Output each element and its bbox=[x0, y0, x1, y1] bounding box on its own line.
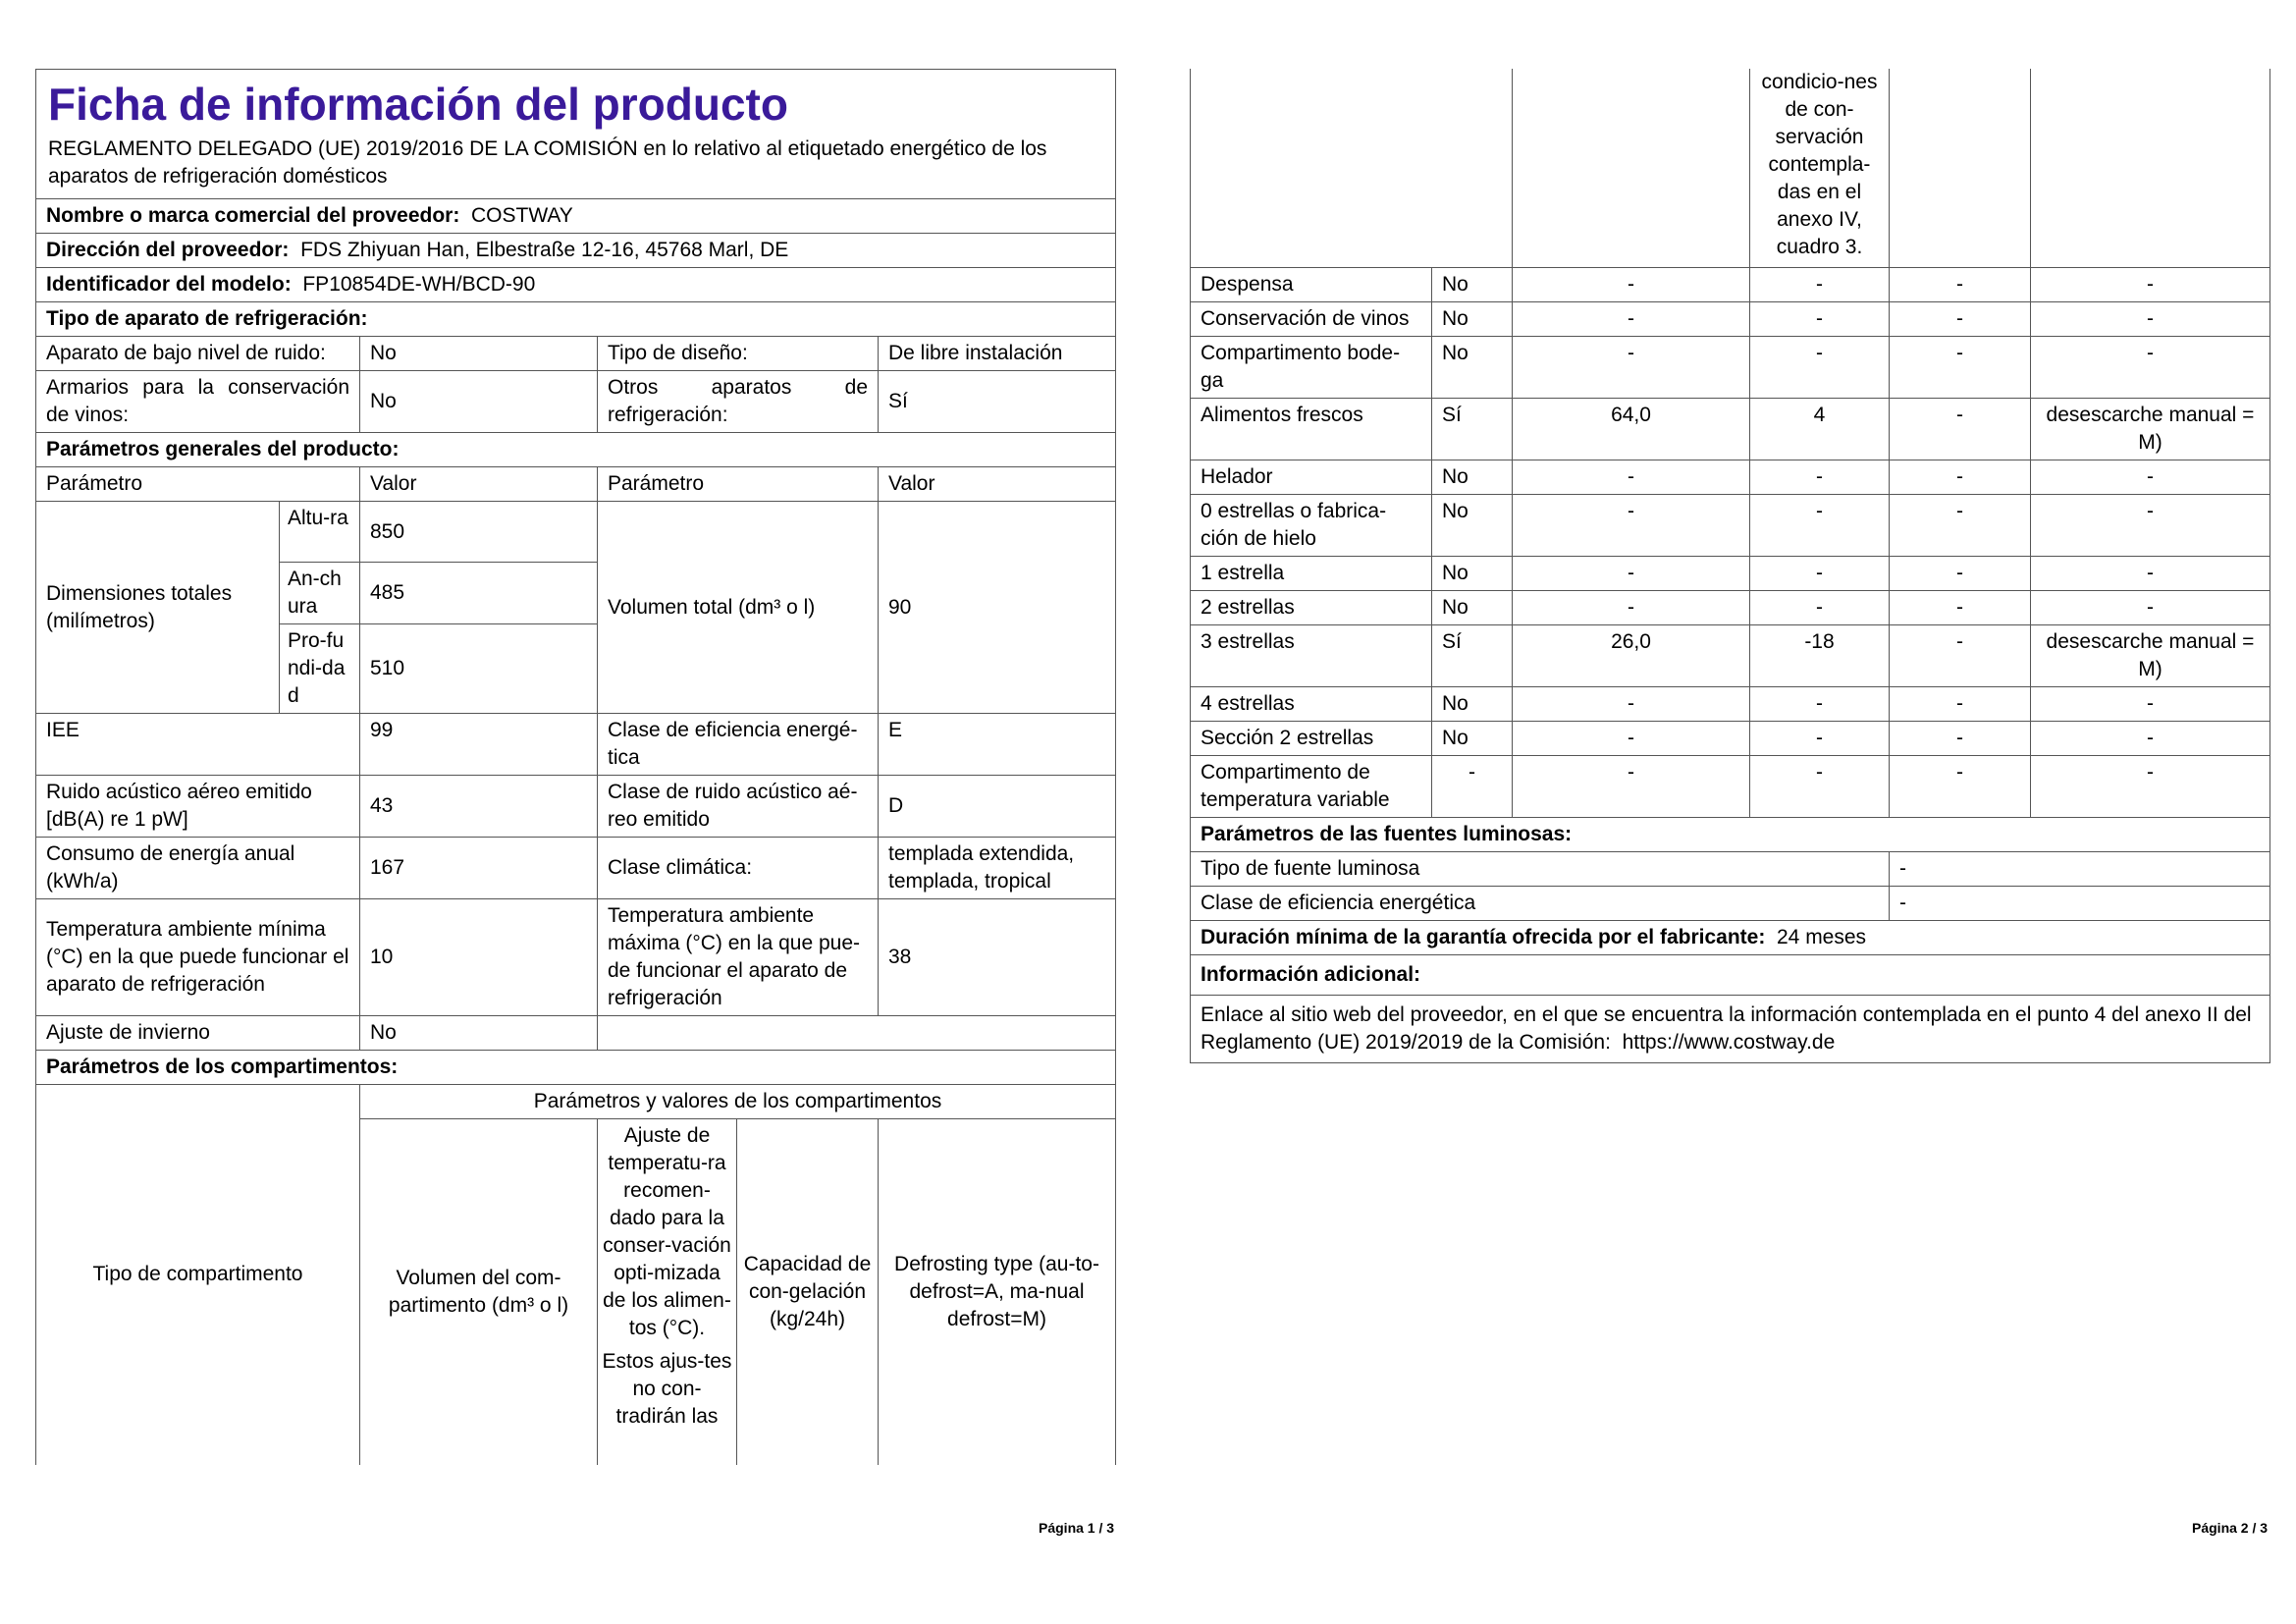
comp-name: 4 estrellas bbox=[1191, 686, 1432, 721]
comp-present: No bbox=[1432, 686, 1513, 721]
comp-name: Helador bbox=[1191, 460, 1432, 494]
comp-freeze: - bbox=[1890, 686, 2031, 721]
min-temp-value: 10 bbox=[360, 899, 598, 1016]
comp-volume-header: Volumen del com-partimento (dm³ o l) bbox=[360, 1119, 598, 1465]
comp-temp-header-part-2: Estos ajus-tes no con-tradirán las bbox=[602, 1350, 732, 1428]
comp-present: No bbox=[1432, 336, 1513, 398]
wine-label: Armarios para la conservación de vinos: bbox=[36, 371, 360, 433]
comp-name: Despensa bbox=[1191, 267, 1432, 301]
address-value: FDS Zhiyuan Han, Elbestraße 12-16, 45768 Marl, DE bbox=[300, 239, 789, 261]
volume-label: Volumen total (dm³ o l) bbox=[598, 502, 879, 714]
page-2 bbox=[1190, 69, 2269, 1063]
comp-present: No bbox=[1432, 721, 1513, 755]
design-label: Tipo de diseño: bbox=[598, 337, 879, 371]
width-label: An-chura bbox=[280, 563, 360, 624]
comp-defrost: - bbox=[2031, 686, 2270, 721]
comp-freeze: - bbox=[1890, 460, 2031, 494]
compartment-row bbox=[1191, 494, 2270, 556]
regulation-bold: REGLAMENTO DELEGADO (UE) 2019/2016 DE LA COMISIÓN bbox=[48, 137, 638, 160]
regulation-rest: en lo relativo al etiquetado energético de los aparatos de refrigeración domésticos bbox=[48, 137, 1047, 188]
comp-name: 0 estrellas o fabrica-ción de hielo bbox=[1191, 494, 1432, 556]
comp-present: Sí bbox=[1432, 398, 1513, 460]
param-header: Parámetro bbox=[36, 467, 360, 502]
comp-present: No bbox=[1432, 556, 1513, 590]
type-heading: Tipo de aparato de refrigeración: bbox=[36, 302, 1116, 337]
compartment-rows bbox=[1191, 267, 2270, 817]
noise-class-label: Clase de ruido acústico aé-reo emitido bbox=[598, 776, 879, 838]
comp-present: No bbox=[1432, 301, 1513, 336]
regulation-text bbox=[46, 134, 1105, 194]
comp-volume: - bbox=[1513, 556, 1750, 590]
eei-label: IEE bbox=[36, 714, 360, 776]
additional-text: Enlace al sitio web del proveedor, en el que se encuentra la información contemplada en el punto 4 del anexo II del Reglamento (UE) 2019/2019 de la Comisión: bbox=[1201, 1002, 2252, 1054]
comp-temp: -18 bbox=[1750, 624, 1890, 686]
noise-value: 43 bbox=[360, 776, 598, 838]
winter-label: Ajuste de invierno bbox=[36, 1016, 360, 1051]
depth-value: 510 bbox=[360, 624, 598, 714]
comp-temp: - bbox=[1750, 336, 1890, 398]
eei-value: 99 bbox=[360, 714, 598, 776]
comp-name: 3 estrellas bbox=[1191, 624, 1432, 686]
compartments-table bbox=[1190, 69, 2270, 1063]
compartments-heading: Parámetros de los compartimentos: bbox=[36, 1051, 1116, 1085]
page-number-2: Página 2 / 3 bbox=[2192, 1520, 2269, 1536]
comp-temp: - bbox=[1750, 721, 1890, 755]
comp-name: 1 estrella bbox=[1191, 556, 1432, 590]
additional-heading: Información adicional: bbox=[1191, 954, 2270, 995]
comp-volume: - bbox=[1513, 301, 1750, 336]
comp-temp: - bbox=[1750, 755, 1890, 817]
comp-temp: - bbox=[1750, 556, 1890, 590]
page-number-1: Página 1 / 3 bbox=[1039, 1520, 1115, 1536]
climate-label: Clase climática: bbox=[598, 838, 879, 899]
light-heading: Parámetros de las fuentes luminosas: bbox=[1191, 817, 2270, 851]
design-value: De libre instalación bbox=[879, 337, 1116, 371]
comp-name: 2 estrellas bbox=[1191, 590, 1432, 624]
height-value: 850 bbox=[360, 502, 598, 563]
compartment-row bbox=[1191, 556, 2270, 590]
comp-defrost: - bbox=[2031, 755, 2270, 817]
supplier-value: COSTWAY bbox=[470, 204, 573, 227]
width-value: 485 bbox=[360, 563, 598, 624]
max-temp-label: Temperatura ambiente máxima (°C) en la que pue-de funcionar el aparato de refrigeración bbox=[598, 899, 879, 1016]
comp-volume: - bbox=[1513, 686, 1750, 721]
model-row: Identificador del modelo: FP10854DE-WH/BCD-90 bbox=[36, 268, 1116, 302]
light-type-label: Tipo de fuente luminosa bbox=[1191, 851, 1890, 886]
comp-volume: 64,0 bbox=[1513, 398, 1750, 460]
compartment-row bbox=[1191, 590, 2270, 624]
comp-present: No bbox=[1432, 494, 1513, 556]
comp-name: Compartimento bode-ga bbox=[1191, 336, 1432, 398]
min-temp-label: Temperatura ambiente mínima (°C) en la que puede funcionar el aparato de refrigeración bbox=[36, 899, 360, 1016]
height-label: Altu-ra bbox=[280, 502, 360, 563]
comp-name: Sección 2 estrellas bbox=[1191, 721, 1432, 755]
compartment-row bbox=[1191, 624, 2270, 686]
warranty-value: 24 meses bbox=[1777, 925, 1867, 948]
dims-label: Dimensiones totales (milímetros) bbox=[36, 502, 280, 714]
eff-class-label: Clase de eficiencia energé-tica bbox=[598, 714, 879, 776]
comp-temp: - bbox=[1750, 460, 1890, 494]
comp-type-header: Tipo de compartimento bbox=[36, 1085, 360, 1465]
compartment-row bbox=[1191, 686, 2270, 721]
comp-freeze: - bbox=[1890, 556, 2031, 590]
noise-label: Ruido acústico aéreo emitido [dB(A) re 1 pW] bbox=[36, 776, 360, 838]
comp-volume: - bbox=[1513, 494, 1750, 556]
comp-temp: - bbox=[1750, 686, 1890, 721]
comp-present: No bbox=[1432, 590, 1513, 624]
winter-value: No bbox=[360, 1016, 598, 1051]
comp-volume: - bbox=[1513, 267, 1750, 301]
comp-present: No bbox=[1432, 267, 1513, 301]
comp-defrost: - bbox=[2031, 721, 2270, 755]
supplier-website-link[interactable]: https://www.costway.de bbox=[1622, 1030, 1836, 1054]
product-info-table bbox=[35, 69, 1116, 1465]
comp-freeze: - bbox=[1890, 336, 2031, 398]
comp-temp: - bbox=[1750, 267, 1890, 301]
comp-temp-header-continued: condicio-nes de con-servación contempla-das en el anexo IV, cuadro 3. bbox=[1750, 69, 1890, 267]
low-noise-label: Aparato de bajo nivel de ruido: bbox=[36, 337, 360, 371]
document-title: Ficha de información del producto bbox=[48, 79, 788, 130]
value-header-2: Valor bbox=[879, 467, 1116, 502]
comp-defrost: - bbox=[2031, 267, 2270, 301]
compartment-row bbox=[1191, 721, 2270, 755]
warranty-row: Duración mínima de la garantía ofrecida por el fabricante: 24 meses bbox=[1191, 920, 2270, 954]
comp-params-header: Parámetros y valores de los compartimentos bbox=[360, 1085, 1116, 1119]
volume-value: 90 bbox=[879, 502, 1116, 714]
low-noise-value: No bbox=[360, 337, 598, 371]
comp-defrost: desescarche manual = M) bbox=[2031, 624, 2270, 686]
compartment-row bbox=[1191, 398, 2270, 460]
param-header-2: Parámetro bbox=[598, 467, 879, 502]
comp-temp-header-part-1: Ajuste de temperatu-ra recomen-dado para la conser-vación opti-mizada de los alimen-tos (°C). bbox=[603, 1124, 731, 1339]
comp-volume: 26,0 bbox=[1513, 624, 1750, 686]
energy-label: Consumo de energía anual (kWh/a) bbox=[36, 838, 360, 899]
comp-volume: - bbox=[1513, 721, 1750, 755]
light-class-value: - bbox=[1890, 886, 2270, 920]
value-header: Valor bbox=[360, 467, 598, 502]
comp-volume: - bbox=[1513, 755, 1750, 817]
comp-volume: - bbox=[1513, 460, 1750, 494]
comp-name: Alimentos frescos bbox=[1191, 398, 1432, 460]
comp-present: No bbox=[1432, 460, 1513, 494]
comp-defrost: - bbox=[2031, 460, 2270, 494]
comp-freeze: - bbox=[1890, 267, 2031, 301]
max-temp-value: 38 bbox=[879, 899, 1116, 1016]
noise-class-value: D bbox=[879, 776, 1116, 838]
compartment-row bbox=[1191, 336, 2270, 398]
comp-defrost: - bbox=[2031, 301, 2270, 336]
comp-temp: 4 bbox=[1750, 398, 1890, 460]
depth-label: Pro-fundi-dad bbox=[280, 624, 360, 714]
comp-volume: - bbox=[1513, 336, 1750, 398]
comp-freeze: - bbox=[1890, 590, 2031, 624]
other-value: Sí bbox=[879, 371, 1116, 433]
comp-temp: - bbox=[1750, 301, 1890, 336]
comp-freeze: - bbox=[1890, 301, 2031, 336]
compartment-row bbox=[1191, 755, 2270, 817]
comp-freeze: - bbox=[1890, 755, 2031, 817]
comp-freeze: - bbox=[1890, 721, 2031, 755]
comp-freeze-header: Capacidad de con-gelación (kg/24h) bbox=[737, 1119, 879, 1465]
comp-freeze: - bbox=[1890, 624, 2031, 686]
light-class-label: Clase de eficiencia energética bbox=[1191, 886, 1890, 920]
compartment-row bbox=[1191, 267, 2270, 301]
light-type-value: - bbox=[1890, 851, 2270, 886]
climate-value: templada extendida, templada, tropical bbox=[879, 838, 1116, 899]
address-row: Dirección del proveedor: FDS Zhiyuan Han, Elbestraße 12-16, 45768 Marl, DE bbox=[36, 234, 1116, 268]
comp-freeze: - bbox=[1890, 398, 2031, 460]
comp-defrost-header: Defrosting type (au-to-defrost=A, ma-nual defrost=M) bbox=[879, 1119, 1116, 1465]
comp-temp: - bbox=[1750, 590, 1890, 624]
compartment-row bbox=[1191, 301, 2270, 336]
comp-name: Conservación de vinos bbox=[1191, 301, 1432, 336]
comp-temp: - bbox=[1750, 494, 1890, 556]
comp-defrost: desescarche manual = M) bbox=[2031, 398, 2270, 460]
comp-temp-header bbox=[598, 1119, 737, 1465]
additional-info bbox=[1191, 995, 2270, 1062]
page-1 bbox=[35, 69, 1115, 1465]
compartment-row bbox=[1191, 460, 2270, 494]
comp-defrost: - bbox=[2031, 494, 2270, 556]
comp-defrost: - bbox=[2031, 556, 2270, 590]
general-heading: Parámetros generales del producto: bbox=[36, 433, 1116, 467]
comp-defrost: - bbox=[2031, 336, 2270, 398]
model-value: FP10854DE-WH/BCD-90 bbox=[302, 273, 536, 296]
wine-value: No bbox=[360, 371, 598, 433]
comp-volume: - bbox=[1513, 590, 1750, 624]
comp-freeze: - bbox=[1890, 494, 2031, 556]
eff-class-value: E bbox=[879, 714, 1116, 776]
comp-defrost: - bbox=[2031, 590, 2270, 624]
comp-name: Compartimento de temperatura variable bbox=[1191, 755, 1432, 817]
energy-value: 167 bbox=[360, 838, 598, 899]
other-label: Otros aparatos de refrigeración: bbox=[598, 371, 879, 433]
comp-present: - bbox=[1432, 755, 1513, 817]
comp-present: Sí bbox=[1432, 624, 1513, 686]
supplier-row: Nombre o marca comercial del proveedor: COSTWAY bbox=[36, 199, 1116, 234]
